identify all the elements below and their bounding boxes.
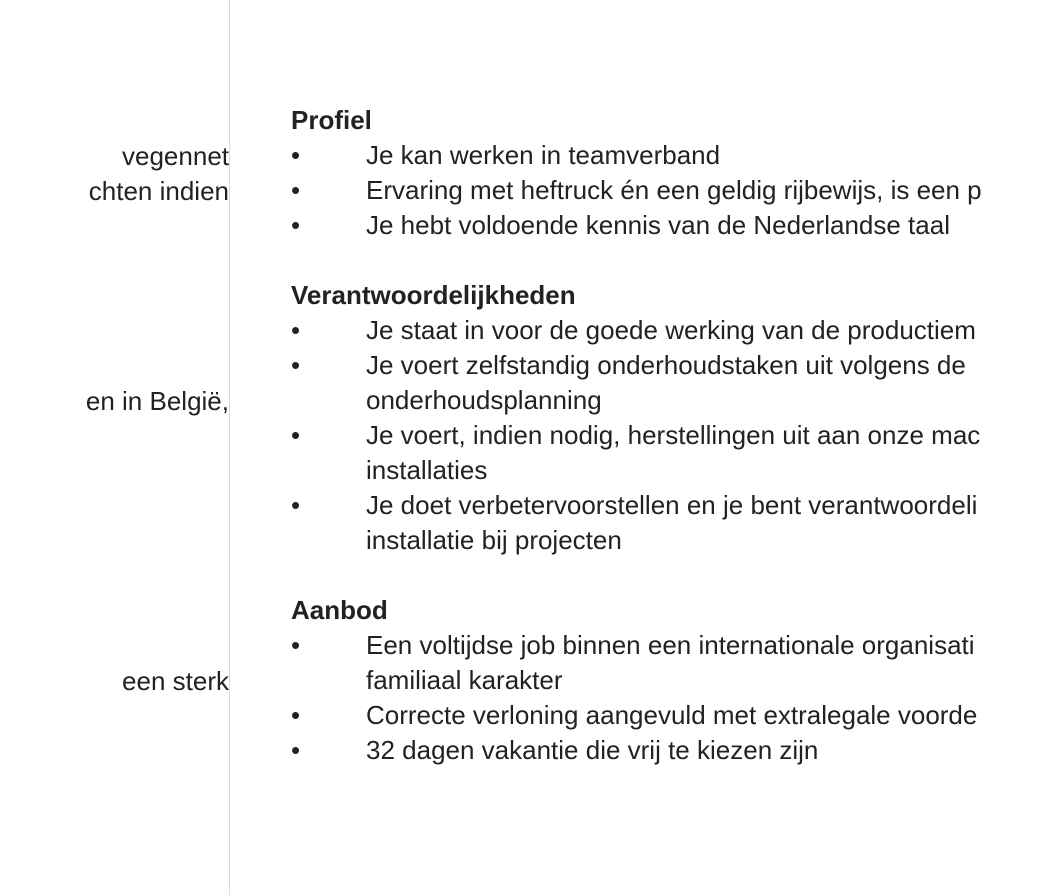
bullet-icon: • (291, 350, 301, 380)
bullet-line: Je doet verbetervoorstellen en je bent verantwoordeli (366, 490, 978, 520)
left-column (0, 0, 229, 895)
bullet-item (291, 173, 1049, 208)
bullet-line: installatie bij projecten (366, 525, 622, 555)
bullet-line: Ervaring met heftruck én een geldig rijbewijs, is een p (366, 175, 982, 205)
section-title: Verantwoordelijkheden (291, 280, 576, 310)
bullet-line: Je kan werken in teamverband (366, 140, 721, 170)
bullet-line: Je staat in voor de goede werking van de productiem (366, 315, 976, 345)
bullet-item (291, 348, 1049, 418)
bullet-icon: • (291, 420, 301, 450)
section-aanbod (291, 593, 1049, 768)
left-text-fragment: een sterk (122, 666, 229, 696)
bullet-line: 32 dagen vakantie die vrij te kiezen zijn (366, 735, 819, 765)
bullet-item (291, 698, 1049, 733)
bullet-icon: • (291, 315, 301, 345)
bullet-line: Je voert, indien nodig, herstellingen uit aan onze mac (366, 420, 981, 450)
bullet-line: familiaal karakter (366, 665, 563, 695)
section-profiel (291, 103, 1049, 243)
bullet-line: Een voltijdse job binnen een internationale organisati (366, 630, 975, 660)
bullet-line: Je hebt voldoende kennis van de Nederlandse taal (366, 210, 950, 240)
bullet-icon: • (291, 175, 301, 205)
bullet-icon: • (291, 735, 301, 765)
bullet-icon: • (291, 140, 301, 170)
section-verantwoordelijkheden (291, 278, 1049, 558)
bullet-item (291, 628, 1049, 698)
job-details (291, 103, 1049, 803)
left-text-fragment: vegennet (122, 141, 229, 171)
bullet-item (291, 418, 1049, 488)
bullet-item (291, 488, 1049, 558)
left-text-fragment: en in België, (85, 386, 229, 416)
bullet-line: Correcte verloning aangevuld met extralegale voorde (366, 700, 978, 730)
bullet-item (291, 138, 1049, 173)
left-text-fragment: chten indien (88, 176, 229, 206)
bullet-icon: • (291, 210, 301, 240)
section-title: Aanbod (291, 595, 388, 625)
bullet-item (291, 313, 1049, 348)
bullet-line: installaties (366, 455, 488, 485)
bullet-line: Je voert zelfstandig onderhoudstaken uit volgens de (366, 350, 966, 380)
section-title: Profiel (291, 105, 372, 135)
bullet-line: onderhoudsplanning (366, 385, 602, 415)
bullet-icon: • (291, 700, 301, 730)
bullet-icon: • (291, 490, 301, 520)
bullet-item (291, 733, 1049, 768)
column-divider (229, 0, 230, 895)
bullet-item (291, 208, 1049, 243)
bullet-icon: • (291, 630, 301, 660)
